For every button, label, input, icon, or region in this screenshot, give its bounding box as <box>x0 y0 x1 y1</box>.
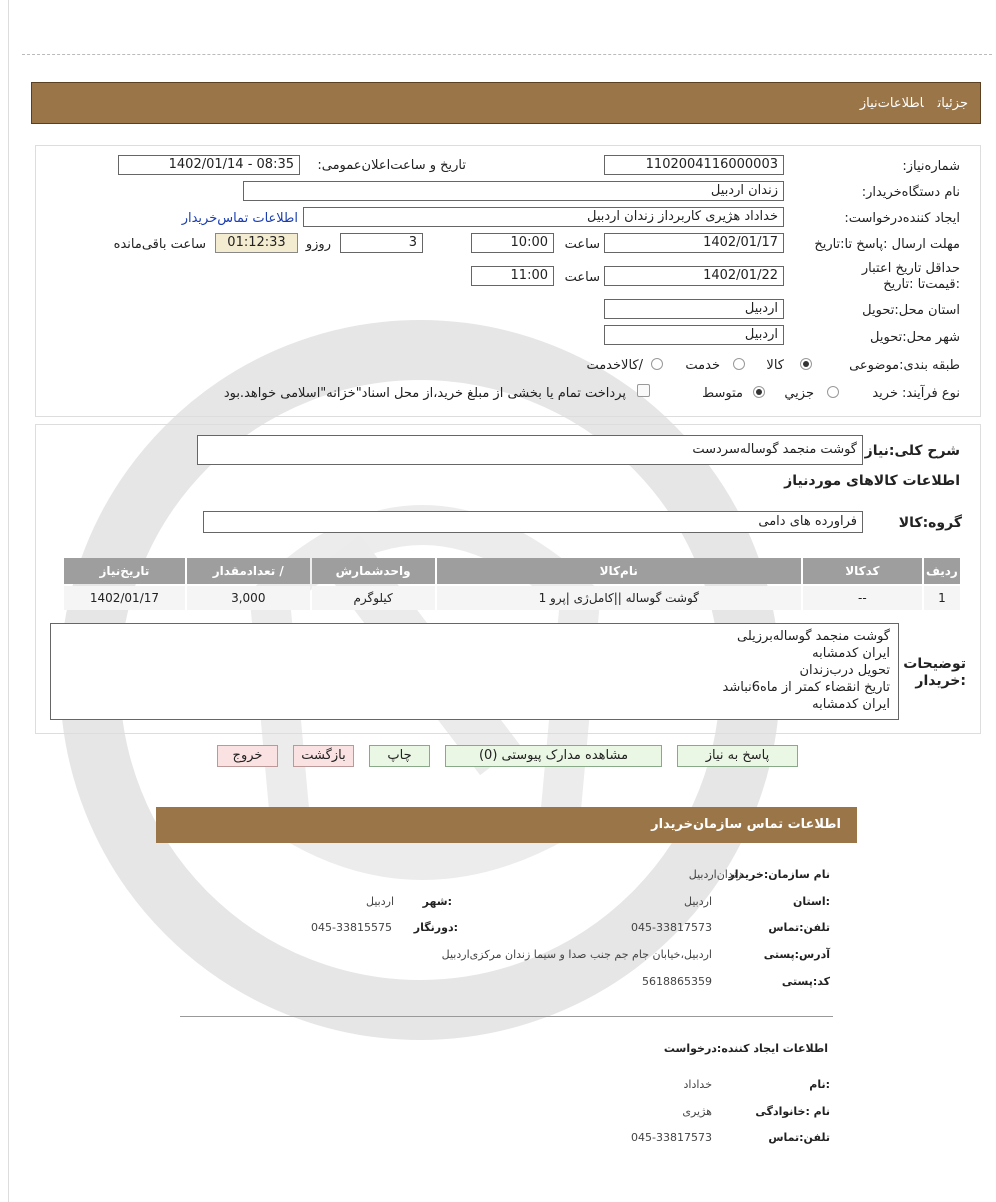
requester-name-value: خداداد <box>683 1078 712 1091</box>
deadline-date-field: 1402/01/17 <box>604 233 784 253</box>
remaining-timer: 01:12:33 <box>215 233 298 253</box>
col-row: ردیف <box>924 558 960 584</box>
deadline-label: مهلت ارسال :پاسخ تا:تاریخ <box>814 237 960 252</box>
buyer-field: زندان اردبیل <box>243 181 784 201</box>
requester-family-label: نام :خانوادگی <box>755 1105 830 1118</box>
cell-row: 1 <box>924 586 960 610</box>
goods-group-label: گروه:کالا <box>898 515 962 531</box>
remaining-label: ساعت باقی‌مانده <box>113 237 206 252</box>
buyer-notes-box <box>50 623 899 720</box>
validity-time-field: 11:00 <box>471 266 554 286</box>
back-button[interactable]: بازگشت <box>293 745 354 767</box>
category-label: طبقه بندی:موضوعی <box>849 358 960 373</box>
goods-table <box>62 556 962 612</box>
need-number-field: 1102004116000003 <box>604 155 784 175</box>
cell-name: گوشت گوساله ||کامل‌ژی |پرو 1 <box>437 586 801 610</box>
org-city-label: :شهر <box>422 895 452 908</box>
days-label: روزو <box>305 237 331 252</box>
category-goods-radio[interactable] <box>800 358 812 370</box>
details-header <box>31 82 981 124</box>
cell-unit: کیلوگرم <box>312 586 435 610</box>
table-row <box>64 586 960 610</box>
goods-info-title: اطلاعات کالاهای موردنیاز <box>784 473 960 489</box>
treasury-payment-label: پرداخت تمام یا بخشی از مبلغ خرید،از محل اسناد"خزانه"اسلامی خواهد.بود <box>223 386 626 401</box>
process-minor-label: جزيي <box>784 386 814 401</box>
announce-label: تاریخ و ساعت‌اعلان‌عمومی: <box>317 158 466 173</box>
days-field: 3 <box>340 233 423 253</box>
process-label: نوع فرآیند: <box>902 386 960 401</box>
requester-phone-value: 045-33817573 <box>631 1131 712 1144</box>
org-postal-label: کد:پستی <box>781 975 830 988</box>
treasury-payment-checkbox[interactable] <box>637 384 650 397</box>
cell-date: 1402/01/17 <box>64 586 185 610</box>
org-address-label: آدرس:پستی <box>763 948 830 961</box>
col-name: نام‌کالا <box>437 558 801 584</box>
general-desc-label: شرح کلی:نیاز <box>864 443 960 459</box>
province-field: اردبیل <box>604 299 784 319</box>
print-button[interactable]: چاپ <box>369 745 430 767</box>
category-both-radio[interactable] <box>651 358 663 370</box>
category-service-radio[interactable] <box>733 358 745 370</box>
cell-qty: 3,000 <box>187 586 310 610</box>
buyer-contact-link[interactable]: اطلاعات تماس‌خریدار <box>181 211 298 226</box>
deadline-time-label: ساعت <box>564 237 600 252</box>
process-buy-label: خرید <box>872 386 898 401</box>
deadline-time-field: 10:00 <box>471 233 554 253</box>
org-name-value: زندان‌اردبیل <box>688 868 742 881</box>
col-code: کدکالا <box>803 558 922 584</box>
org-contact-title: اطلاعات تماس سازمان‌خریدار <box>651 817 841 832</box>
notes-line: تاریخ انقضاء کمتر از ماه6نباشد <box>722 680 890 695</box>
notes-line: تحویل درب‌زندان <box>799 663 890 678</box>
creator-field: خداداد هژیری کاربرداز زندان اردبیل <box>303 207 784 227</box>
city-field: اردبیل <box>604 325 784 345</box>
header-title: جزئیات <box>937 96 968 111</box>
city-label: شهر محل:تحویل <box>870 330 960 345</box>
validity-label: حداقل تاریخ اعتبار :قیمت‌تا :تاریخ <box>861 261 960 292</box>
goods-group-field: فراورده های دامی <box>203 511 863 533</box>
org-fax-value: 045-33815575 <box>311 921 392 934</box>
col-qty: / تعدادمقدار <box>187 558 310 584</box>
header-subtitle: اطلاعات‌نیاز <box>859 96 924 111</box>
org-phone-value: 045-33817573 <box>631 921 712 934</box>
col-date: تاریخ‌نیاز <box>64 558 185 584</box>
notes-line: گوشت منجمد گوساله‌برزیلی <box>737 629 890 644</box>
validity-date-field: 1402/01/22 <box>604 266 784 286</box>
exit-button[interactable]: خروج <box>217 745 278 767</box>
cell-code: -- <box>803 586 922 610</box>
validity-time-label: ساعت <box>564 270 600 285</box>
process-medium-radio[interactable] <box>753 386 765 398</box>
reply-button[interactable]: پاسخ به نیاز <box>677 745 798 767</box>
goods-table-header <box>64 558 960 584</box>
org-contact-header <box>156 807 857 843</box>
requester-family-value: هژیری <box>682 1105 712 1118</box>
requester-phone-label: تلفن:تماس <box>768 1131 830 1144</box>
org-fax-label: :دورنگار <box>413 921 458 934</box>
org-city-value: اردبیل <box>366 895 394 908</box>
general-desc-field: گوشت منجمد گوساله‌سردست <box>197 435 863 465</box>
contact-separator <box>180 1016 833 1017</box>
org-phone-label: تلفن:تماس <box>768 921 830 934</box>
top-divider <box>22 54 992 55</box>
announce-field: 1402/01/14 - 08:35 <box>118 155 300 175</box>
category-both-label: /کالاخدمت <box>586 358 643 373</box>
requester-name-label: :نام <box>809 1078 830 1091</box>
province-label: استان محل:تحویل <box>862 303 960 318</box>
col-unit: واحدشمارش <box>312 558 435 584</box>
buyer-label: نام دستگاه‌خریدار: <box>861 185 960 200</box>
buyer-notes-label: توضیحات :خریدار <box>903 656 966 689</box>
category-goods-label: کالا <box>766 358 784 373</box>
org-address-value: اردبیل،خیابان جام جم جنب صدا و سیما زندان مرکزی‌اردبیل <box>441 948 712 961</box>
notes-line: ایران کدمشابه <box>812 697 890 712</box>
process-medium-label: متوسط <box>702 386 743 401</box>
org-name-label: نام سازمان:خریدار <box>728 868 830 881</box>
process-minor-radio[interactable] <box>827 386 839 398</box>
need-number-label: شماره‌نیاز: <box>902 159 960 174</box>
view-documents-button[interactable]: مشاهده مدارک پیوستی (0) <box>445 745 662 767</box>
page-border <box>8 0 9 1202</box>
creator-label: ایجاد کننده‌درخواست: <box>844 211 960 226</box>
category-service-label: خدمت <box>685 358 720 373</box>
notes-line: ایران کدمشابه <box>812 646 890 661</box>
requester-title: اطلاعات ایجاد کننده:درخواست <box>663 1042 828 1055</box>
org-province-label: :استان <box>793 895 830 908</box>
org-postal-value: 5618865359 <box>642 975 712 988</box>
org-province-value: اردبیل <box>684 895 712 908</box>
